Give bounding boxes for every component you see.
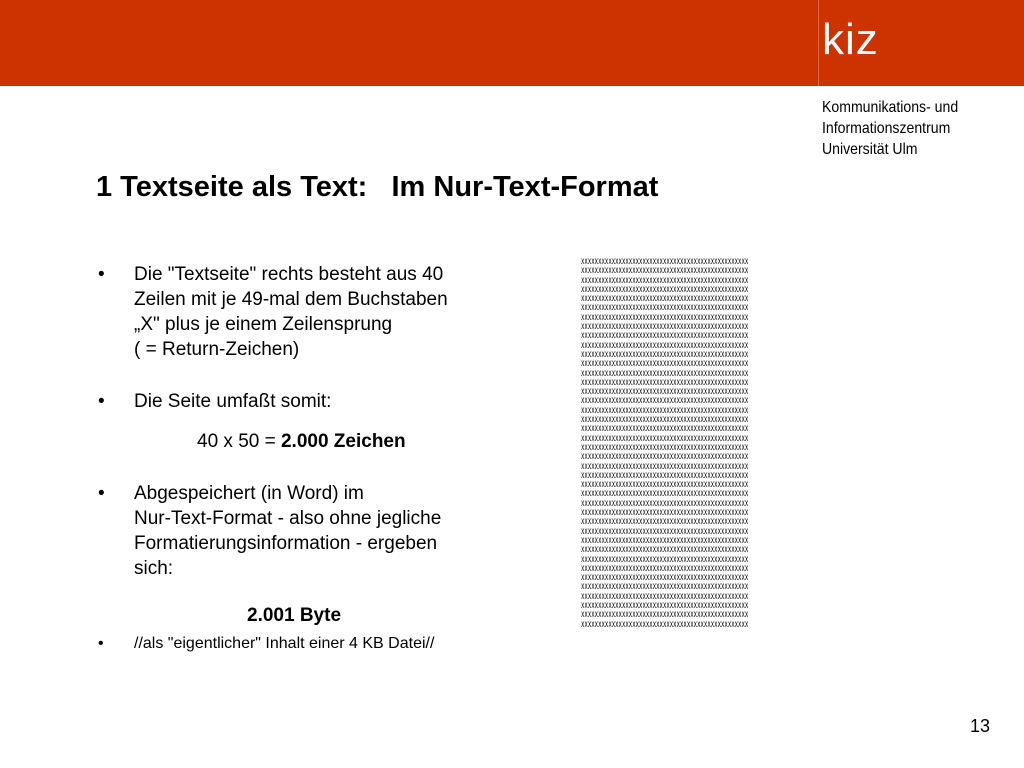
- bullet-text-line: Abgespeichert (in Word) im: [134, 483, 364, 504]
- x-text-row: xxxxxxxxxxxxxxxxxxxxxxxxxxxxxxxxxxxxxxxxxxxxxxxxx: [581, 274, 749, 286]
- character-calculation: [197, 429, 536, 454]
- x-text-row: xxxxxxxxxxxxxxxxxxxxxxxxxxxxxxxxxxxxxxxxxxxxxxxxx: [581, 330, 749, 342]
- bullet-marker: •: [98, 391, 105, 412]
- x-text-row: xxxxxxxxxxxxxxxxxxxxxxxxxxxxxxxxxxxxxxxxxxxxxxxxx: [581, 507, 749, 519]
- x-text-row: xxxxxxxxxxxxxxxxxxxxxxxxxxxxxxxxxxxxxxxxxxxxxxxxx: [581, 367, 749, 379]
- bullet-text-line: Die "Textseite" rechts besteht aus 40: [134, 264, 444, 285]
- x-text-row: xxxxxxxxxxxxxxxxxxxxxxxxxxxxxxxxxxxxxxxxxxxxxxxxx: [581, 376, 749, 388]
- x-text-row: xxxxxxxxxxxxxxxxxxxxxxxxxxxxxxxxxxxxxxxxxxxxxxxxx: [581, 562, 749, 574]
- x-text-row: xxxxxxxxxxxxxxxxxxxxxxxxxxxxxxxxxxxxxxxxxxxxxxxxx: [581, 460, 749, 472]
- bullet-text-line: Formatierungsinformation - ergeben: [134, 533, 438, 554]
- bullet-list: [96, 262, 536, 654]
- x-text-row: xxxxxxxxxxxxxxxxxxxxxxxxxxxxxxxxxxxxxxxxxxxxxxxxx: [581, 414, 749, 426]
- institution-line-2: Informationszentrum: [822, 120, 951, 137]
- bullet-marker: •: [98, 264, 105, 285]
- x-text-row: xxxxxxxxxxxxxxxxxxxxxxxxxxxxxxxxxxxxxxxxxxxxxxxxx: [581, 618, 749, 629]
- x-text-row: xxxxxxxxxxxxxxxxxxxxxxxxxxxxxxxxxxxxxxxxxxxxxxxxx: [581, 609, 749, 621]
- x-text-row: xxxxxxxxxxxxxxxxxxxxxxxxxxxxxxxxxxxxxxxxxxxxxxxxx: [581, 339, 749, 351]
- byte-result: 2.001 Byte: [247, 605, 342, 626]
- x-text-row: xxxxxxxxxxxxxxxxxxxxxxxxxxxxxxxxxxxxxxxxxxxxxxxxx: [581, 265, 749, 277]
- bullet-item: [96, 481, 536, 581]
- bullet-marker: •: [98, 635, 104, 652]
- x-text-row: xxxxxxxxxxxxxxxxxxxxxxxxxxxxxxxxxxxxxxxxxxxxxxxxx: [581, 386, 749, 398]
- institution-line-3: Universität Ulm: [822, 141, 918, 158]
- bullet-marker: •: [98, 483, 105, 504]
- logo-divider: [818, 0, 819, 86]
- x-text-row: xxxxxxxxxxxxxxxxxxxxxxxxxxxxxxxxxxxxxxxxxxxxxxxxx: [581, 553, 749, 565]
- x-text-row: xxxxxxxxxxxxxxxxxxxxxxxxxxxxxxxxxxxxxxxxxxxxxxxxx: [581, 488, 749, 500]
- page-number: 13: [970, 716, 991, 736]
- x-text-row: xxxxxxxxxxxxxxxxxxxxxxxxxxxxxxxxxxxxxxxxxxxxxxxxx: [581, 348, 749, 360]
- x-text-row: xxxxxxxxxxxxxxxxxxxxxxxxxxxxxxxxxxxxxxxxxxxxxxxxx: [581, 302, 749, 314]
- x-text-row: xxxxxxxxxxxxxxxxxxxxxxxxxxxxxxxxxxxxxxxxxxxxxxxxx: [581, 581, 749, 593]
- institution-name: [822, 97, 958, 160]
- bullet-item: [96, 389, 536, 414]
- x-text-row: xxxxxxxxxxxxxxxxxxxxxxxxxxxxxxxxxxxxxxxxxxxxxxxxx: [581, 497, 749, 509]
- kiz-logo: kiz: [822, 15, 879, 64]
- x-text-page: [581, 257, 897, 629]
- bullet-text-line: Zeilen mit je 49-mal dem Buchstaben: [134, 289, 448, 310]
- calc-prefix: 40 x 50 =: [197, 431, 281, 452]
- x-text-row: xxxxxxxxxxxxxxxxxxxxxxxxxxxxxxxxxxxxxxxxxxxxxxxxx: [581, 590, 749, 602]
- x-text-row: xxxxxxxxxxxxxxxxxxxxxxxxxxxxxxxxxxxxxxxxxxxxxxxxx: [581, 516, 749, 528]
- x-text-row: xxxxxxxxxxxxxxxxxxxxxxxxxxxxxxxxxxxxxxxxxxxxxxxxx: [581, 479, 749, 491]
- slide-title: 1 Textseite als Text: Im Nur-Text-Format: [96, 171, 659, 203]
- institution-line-1: Kommunikations- und: [822, 99, 959, 116]
- x-text-row: xxxxxxxxxxxxxxxxxxxxxxxxxxxxxxxxxxxxxxxxxxxxxxxxx: [581, 358, 749, 370]
- x-text-row: xxxxxxxxxxxxxxxxxxxxxxxxxxxxxxxxxxxxxxxxxxxxxxxxx: [581, 544, 749, 556]
- bullet-text-line: „X" plus je einem Zeilensprung: [134, 314, 393, 335]
- x-text-row: xxxxxxxxxxxxxxxxxxxxxxxxxxxxxxxxxxxxxxxxxxxxxxxxx: [581, 395, 749, 407]
- bullet-item: [96, 634, 536, 654]
- bullet-item: [96, 262, 536, 362]
- bullet-text-line: ( = Return-Zeichen): [134, 339, 300, 360]
- x-text-row: xxxxxxxxxxxxxxxxxxxxxxxxxxxxxxxxxxxxxxxxxxxxxxxxx: [581, 534, 749, 546]
- x-text-row: xxxxxxxxxxxxxxxxxxxxxxxxxxxxxxxxxxxxxxxxxxxxxxxxx: [581, 469, 749, 481]
- x-text-row: xxxxxxxxxxxxxxxxxxxxxxxxxxxxxxxxxxxxxxxxxxxxxxxxx: [581, 321, 749, 333]
- x-text-row: xxxxxxxxxxxxxxxxxxxxxxxxxxxxxxxxxxxxxxxxxxxxxxxxx: [581, 599, 749, 611]
- bullet-text: Die Seite umfaßt somit:: [134, 391, 332, 412]
- bullet-text-line: sich:: [134, 558, 174, 579]
- x-text-row: xxxxxxxxxxxxxxxxxxxxxxxxxxxxxxxxxxxxxxxxxxxxxxxxx: [581, 311, 749, 323]
- x-text-row: xxxxxxxxxxxxxxxxxxxxxxxxxxxxxxxxxxxxxxxxxxxxxxxxx: [581, 441, 749, 453]
- calc-result: 2.000 Zeichen: [280, 431, 406, 452]
- x-text-row: xxxxxxxxxxxxxxxxxxxxxxxxxxxxxxxxxxxxxxxxxxxxxxxxx: [581, 404, 749, 416]
- bullet-text: //als "eigentlicher" Inhalt einer 4 KB Datei//: [134, 635, 435, 652]
- x-text-row: xxxxxxxxxxxxxxxxxxxxxxxxxxxxxxxxxxxxxxxxxxxxxxxxx: [581, 572, 749, 584]
- x-text-row: xxxxxxxxxxxxxxxxxxxxxxxxxxxxxxxxxxxxxxxxxxxxxxxxx: [581, 432, 749, 444]
- x-text-row: xxxxxxxxxxxxxxxxxxxxxxxxxxxxxxxxxxxxxxxxxxxxxxxxx: [581, 283, 749, 295]
- x-text-row: xxxxxxxxxxxxxxxxxxxxxxxxxxxxxxxxxxxxxxxxxxxxxxxxx: [581, 423, 749, 435]
- x-text-row: xxxxxxxxxxxxxxxxxxxxxxxxxxxxxxxxxxxxxxxxxxxxxxxxx: [581, 293, 749, 305]
- x-text-row: xxxxxxxxxxxxxxxxxxxxxxxxxxxxxxxxxxxxxxxxxxxxxxxxx: [581, 525, 749, 537]
- x-text-row: xxxxxxxxxxxxxxxxxxxxxxxxxxxxxxxxxxxxxxxxxxxxxxxxx: [581, 451, 749, 463]
- x-text-row: xxxxxxxxxxxxxxxxxxxxxxxxxxxxxxxxxxxxxxxxxxxxxxxxx: [581, 257, 749, 267]
- bullet-text-line: Nur-Text-Format - also ohne jegliche: [134, 508, 442, 529]
